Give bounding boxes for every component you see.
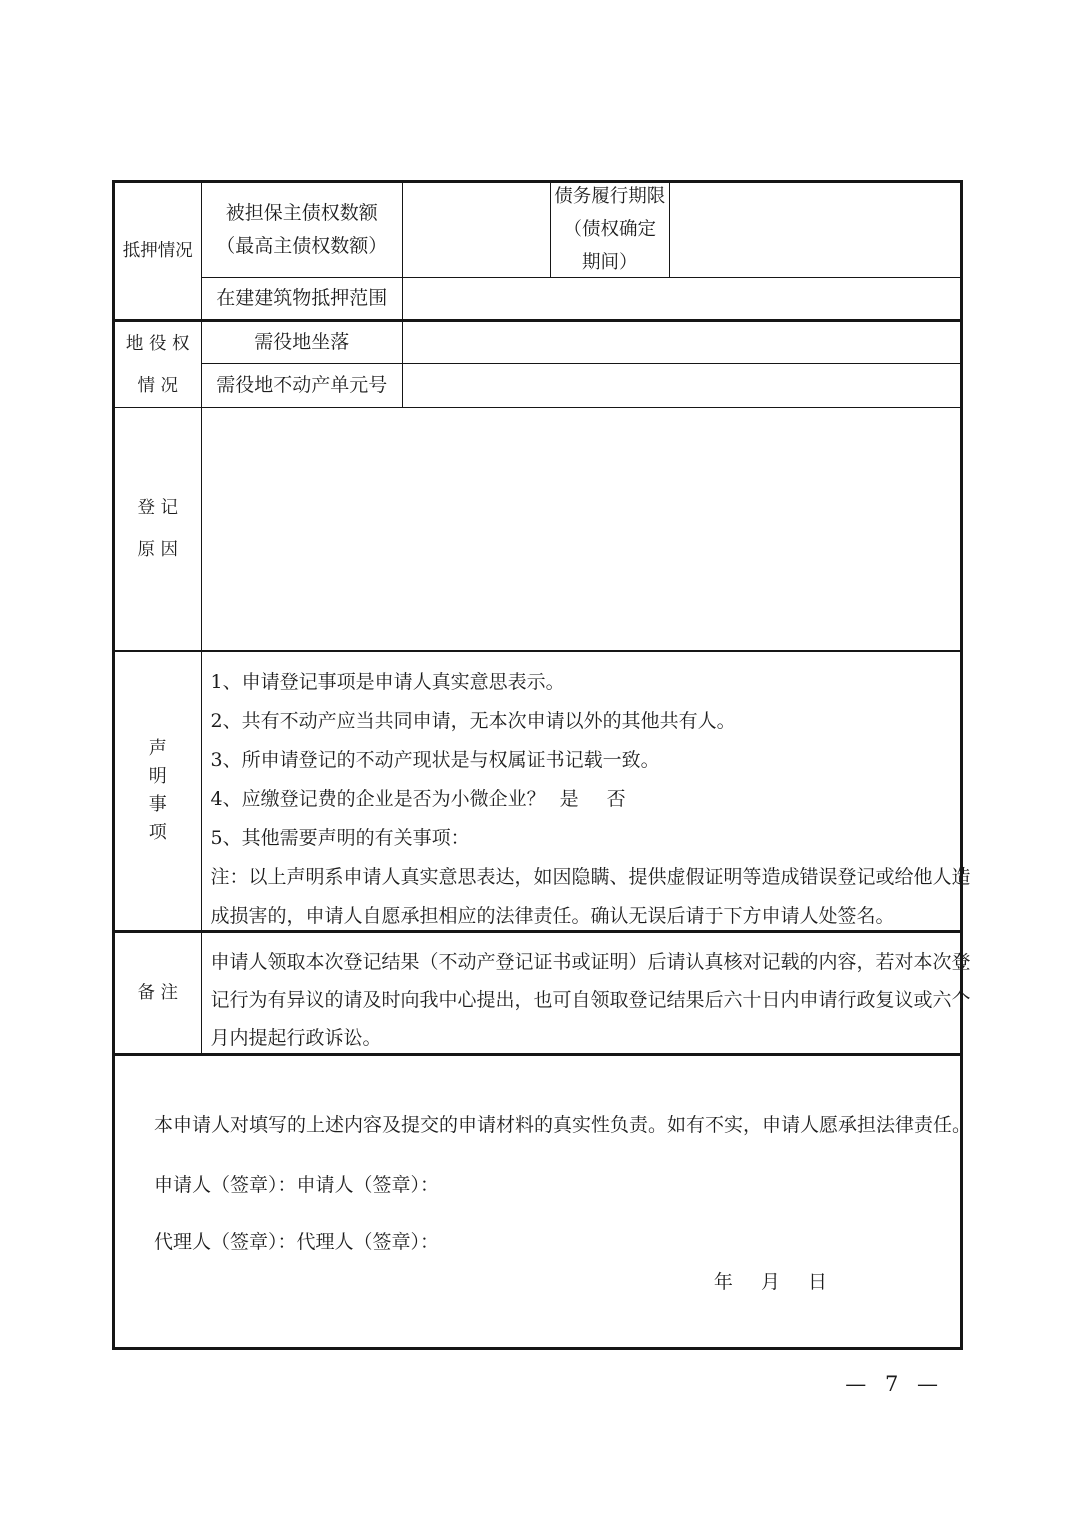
dominant-land-location-value-cell[interactable] xyxy=(403,322,960,363)
mortgage-section-label xyxy=(115,183,202,319)
applicant-signature-line[interactable]: 申请人（签章）：申请人（签章）： xyxy=(154,1174,440,1196)
secured-claim-label-line2: （最高主债权数额） xyxy=(216,234,388,257)
declaration-item-4 xyxy=(211,780,961,819)
debt-term-label-line3: 期间） xyxy=(581,252,638,274)
declaration-item-3: 3、所申请登记的不动产现状是与权属证书记载一致。 xyxy=(210,749,660,771)
registration-form-table xyxy=(112,180,972,1350)
construction-scope-label-cell xyxy=(202,278,404,320)
remarks-line2: 记行为有异议的请及时向我中心提出，也可自领取登记结果后六十日内申请行政复议或六个 xyxy=(210,989,971,1011)
mortgage-section-body xyxy=(202,183,961,319)
remarks-line3: 月内提起行政诉讼。 xyxy=(210,1027,382,1049)
mortgage-section-label-text: 抵押情况 xyxy=(122,241,193,261)
remarks-line1: 申请人领取本次登记结果（不动产登记证书或证明）后请认真核对记载的内容，若对本次登 xyxy=(210,951,971,973)
page-number: — 7 — xyxy=(845,1372,940,1396)
signature-statement: 本申请人对填写的上述内容及提交的申请材料的真实性负责。如有不实，申请人愿承担法律责任。 xyxy=(154,1114,972,1136)
declaration-item-2: 2、共有不动产应当共同申请，无本次申请以外的其他共有人。 xyxy=(210,710,736,732)
dominant-land-unit-label-cell xyxy=(202,364,404,408)
construction-scope-value-cell[interactable] xyxy=(403,278,960,320)
easement-label-line2: 情 况 xyxy=(137,375,179,396)
dominant-land-unit-label-text: 需役地不动产单元号 xyxy=(216,373,388,396)
debt-term-label-cell xyxy=(551,183,671,277)
declaration-label-char3: 事 xyxy=(148,794,167,815)
declaration-content-cell xyxy=(202,652,971,930)
registration-reason-label xyxy=(115,408,202,650)
easement-section-body xyxy=(202,322,961,407)
declaration-section-label xyxy=(115,652,202,930)
agent-signature-line[interactable]: 代理人（签章）：代理人（签章）： xyxy=(154,1231,440,1253)
debt-term-label-line2: （债权确定 xyxy=(563,219,656,241)
declaration-item-5: 5、其他需要声明的有关事项： xyxy=(210,827,470,849)
easement-section-label xyxy=(115,322,202,407)
dominant-land-location-label-cell xyxy=(202,322,404,363)
dominant-land-location-label-text: 需役地坐落 xyxy=(254,330,350,353)
registration-reason-label-line2: 原 因 xyxy=(137,540,179,560)
section-remarks xyxy=(115,933,971,1056)
secured-claim-label-cell xyxy=(202,183,404,277)
declaration-note-line1: 注：以上声明系申请人真实意思表达，如因隐瞒、提供虚假证明等造成错误登记或给他人造 xyxy=(210,866,971,888)
declaration-label-char2: 明 xyxy=(148,766,167,787)
registration-reason-value-cell[interactable] xyxy=(202,408,961,650)
easement-row-unit-number xyxy=(202,364,961,408)
section-registration-reason xyxy=(115,408,960,652)
option-no[interactable]: 否 xyxy=(606,788,626,810)
declaration-label-char4: 项 xyxy=(148,822,167,843)
section-declaration xyxy=(115,652,971,933)
remarks-content-cell xyxy=(202,933,971,1053)
easement-label-line1: 地 役 权 xyxy=(125,333,190,354)
easement-row-location xyxy=(202,322,961,364)
signature-block xyxy=(115,1112,972,1295)
option-yes[interactable]: 是 xyxy=(559,788,579,810)
secured-claim-label-line1: 被担保主债权数额 xyxy=(225,201,378,224)
declaration-note-line2: 成损害的，申请人自愿承担相应的法律责任。确认无误后请于下方申请人处签名。 xyxy=(210,905,895,927)
date-line[interactable]: 年 月 日 xyxy=(713,1271,828,1293)
declaration-item-1: 1、申请登记事项是申请人真实意思表示。 xyxy=(210,671,565,693)
section-signature xyxy=(115,1056,972,1347)
mortgage-row-construction xyxy=(202,278,961,320)
registration-reason-label-line1: 登 记 xyxy=(137,498,179,518)
dominant-land-unit-value-cell[interactable] xyxy=(403,364,960,408)
mortgage-row-claim xyxy=(202,183,961,278)
debt-term-value-cell[interactable] xyxy=(670,183,960,277)
remarks-label-text: 备 注 xyxy=(137,983,179,1003)
section-easement xyxy=(115,322,960,408)
debt-term-label-line1: 债务履行期限 xyxy=(554,186,666,208)
construction-scope-label-text: 在建建筑物抵押范围 xyxy=(216,286,388,309)
declaration-item-4-question: 4、应缴登记费的企业是否为小微企业？ xyxy=(210,788,546,810)
secured-claim-value-cell[interactable] xyxy=(403,183,551,277)
remarks-section-label xyxy=(115,933,202,1053)
section-mortgage xyxy=(115,183,960,322)
declaration-label-char1: 声 xyxy=(148,738,167,759)
